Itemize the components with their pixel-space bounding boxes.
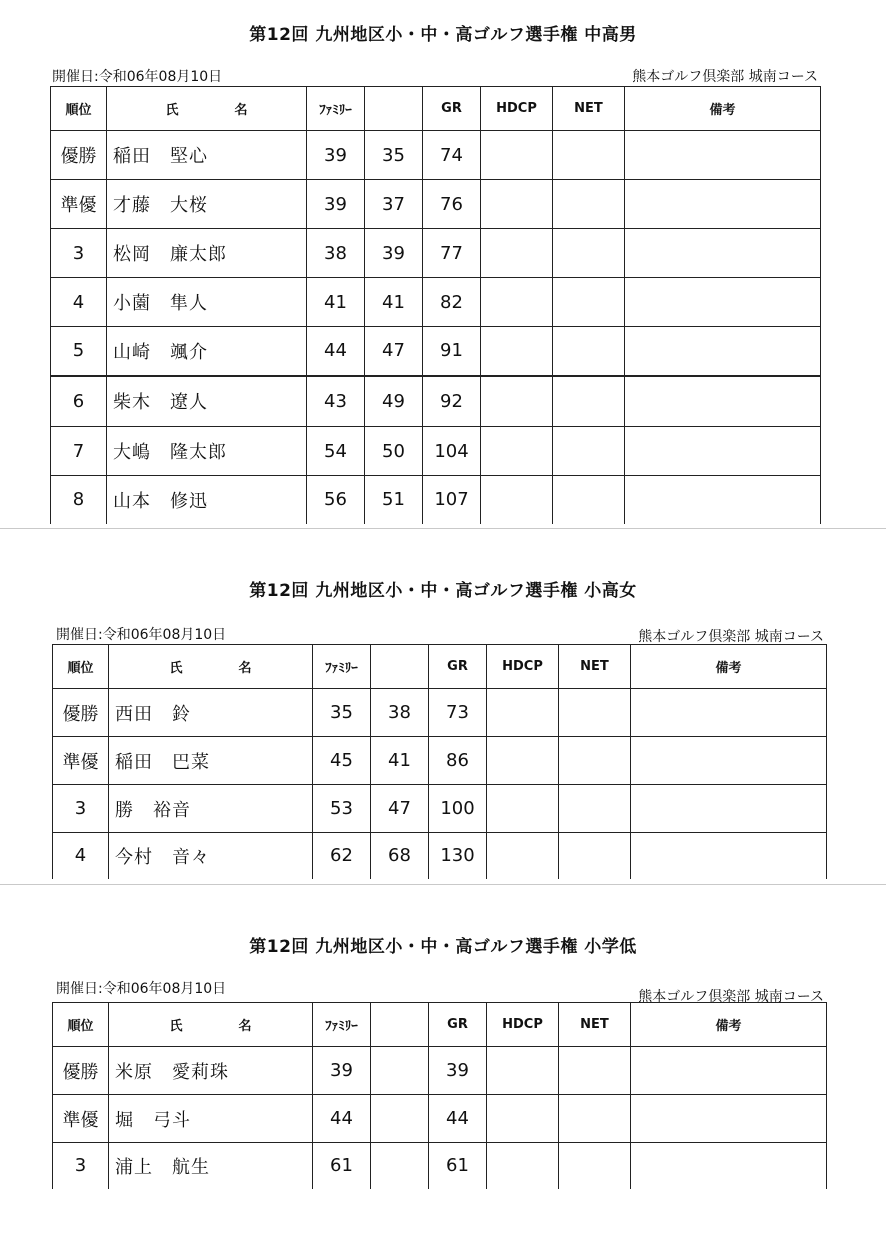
header-remarks: 備考 [625,87,821,131]
score-family: 62 [313,833,371,879]
hdcp-cell [487,737,559,785]
section-2-date: 開催日:令和06年08月10日 [56,627,227,643]
net-cell [553,131,625,180]
score-second: 47 [371,785,429,833]
table-row [53,1143,827,1189]
header-name: 氏 名 [107,87,307,131]
page-separator [0,884,886,885]
player-name: 才藤 大桜 [107,180,307,229]
table-row [51,180,821,229]
hdcp-cell [487,689,559,737]
score-family: 44 [307,327,365,376]
score-second: 38 [371,689,429,737]
score-gr: 91 [423,327,481,376]
player-name: 今村 音々 [109,833,313,879]
score-second [371,1095,429,1143]
score-family: 54 [307,427,365,476]
remarks-cell [625,229,821,278]
score-gr: 61 [429,1143,487,1189]
rank-cell: 準優 [53,737,109,785]
header-hdcp: HDCP [487,1003,559,1047]
player-name: 松岡 廉太郎 [107,229,307,278]
table-row [51,476,821,524]
score-second: 41 [365,278,423,327]
net-cell [553,327,625,376]
rank-cell: 5 [51,327,107,376]
table-row [53,737,827,785]
net-cell [553,476,625,524]
header-family: ﾌｧﾐﾘｰ [307,87,365,131]
rank-cell: 3 [53,785,109,833]
section-1-results-table [50,86,821,524]
score-family: 39 [307,131,365,180]
header-rank: 順位 [51,87,107,131]
table-row [53,1095,827,1143]
hdcp-cell [481,180,553,229]
header-gr: GR [429,645,487,689]
score-family: 45 [313,737,371,785]
remarks-cell [631,689,827,737]
section-1-title: 第12回 九州地区小・中・高ゴルフ選手権 中高男 [249,25,637,45]
score-gr: 82 [423,278,481,327]
hdcp-cell [487,1095,559,1143]
table-row [51,131,821,180]
player-name: 稲田 堅心 [107,131,307,180]
net-cell [553,229,625,278]
header-net: NET [559,645,631,689]
net-cell [553,376,625,427]
score-family: 39 [307,180,365,229]
table-row [51,229,821,278]
rank-cell: 7 [51,427,107,476]
table-row [53,833,827,879]
remarks-cell [625,327,821,376]
section-3-results-table [52,1002,827,1189]
rank-cell: 準優 [53,1095,109,1143]
table-row [51,376,821,427]
remarks-cell [631,1143,827,1189]
header-blank [371,645,429,689]
score-family: 61 [313,1143,371,1189]
score-gr: 73 [429,689,487,737]
header-family: ﾌｧﾐﾘｰ [313,645,371,689]
section-3-date: 開催日:令和06年08月10日 [56,981,227,997]
score-family: 39 [313,1047,371,1095]
section-3-title: 第12回 九州地区小・中・高ゴルフ選手権 小学低 [249,937,637,957]
header-rank: 順位 [53,645,109,689]
header-name: 氏 名 [109,1003,313,1047]
hdcp-cell [481,427,553,476]
net-cell [553,278,625,327]
score-gr: 77 [423,229,481,278]
header-name: 氏 名 [109,645,313,689]
score-second: 51 [365,476,423,524]
hdcp-cell [487,785,559,833]
table-row [53,1047,827,1095]
score-family: 44 [313,1095,371,1143]
score-family: 38 [307,229,365,278]
score-family: 56 [307,476,365,524]
score-second: 39 [365,229,423,278]
header-remarks: 備考 [631,1003,827,1047]
rank-cell: 3 [53,1143,109,1189]
header-net: NET [559,1003,631,1047]
table-row [53,689,827,737]
section-2-title: 第12回 九州地区小・中・高ゴルフ選手権 小高女 [249,581,637,601]
player-name: 浦上 航生 [109,1143,313,1189]
remarks-cell [631,737,827,785]
header-gr: GR [429,1003,487,1047]
remarks-cell [625,278,821,327]
score-second [371,1047,429,1095]
net-cell [559,1143,631,1189]
net-cell [559,1095,631,1143]
hdcp-cell [481,229,553,278]
score-second: 50 [365,427,423,476]
score-gr: 107 [423,476,481,524]
player-name: 山崎 颯介 [107,327,307,376]
remarks-cell [631,785,827,833]
net-cell [559,785,631,833]
remarks-cell [631,833,827,879]
hdcp-cell [487,1047,559,1095]
player-name: 勝 裕音 [109,785,313,833]
table-row [51,327,821,376]
player-name: 大嶋 隆太郎 [107,427,307,476]
player-name: 山本 修迅 [107,476,307,524]
header-blank [371,1003,429,1047]
hdcp-cell [481,327,553,376]
header-remarks: 備考 [631,645,827,689]
section-1-venue: 熊本ゴルフ倶楽部 城南コース [632,69,818,85]
player-name: 稲田 巴菜 [109,737,313,785]
player-name: 米原 愛莉珠 [109,1047,313,1095]
hdcp-cell [481,278,553,327]
header-family: ﾌｧﾐﾘｰ [313,1003,371,1047]
score-family: 53 [313,785,371,833]
score-second: 37 [365,180,423,229]
table-row [51,427,821,476]
score-gr: 130 [429,833,487,879]
net-cell [553,427,625,476]
net-cell [553,180,625,229]
rank-cell: 8 [51,476,107,524]
rank-cell: 6 [51,376,107,427]
score-gr: 76 [423,180,481,229]
score-second: 47 [365,327,423,376]
score-gr: 100 [429,785,487,833]
rank-cell: 4 [53,833,109,879]
player-name: 柴木 遼人 [107,376,307,427]
hdcp-cell [481,376,553,427]
score-family: 35 [313,689,371,737]
score-gr: 74 [423,131,481,180]
remarks-cell [625,476,821,524]
score-gr: 92 [423,376,481,427]
net-cell [559,737,631,785]
score-gr: 44 [429,1095,487,1143]
header-hdcp: HDCP [487,645,559,689]
remarks-cell [625,376,821,427]
section-1-date: 開催日:令和06年08月10日 [52,69,223,85]
player-name: 堀 弓斗 [109,1095,313,1143]
score-second [371,1143,429,1189]
hdcp-cell [481,476,553,524]
header-blank [365,87,423,131]
remarks-cell [625,427,821,476]
section-3-venue: 熊本ゴルフ倶楽部 城南コース [638,989,824,1005]
section-2-venue: 熊本ゴルフ倶楽部 城南コース [638,629,824,645]
header-gr: GR [423,87,481,131]
net-cell [559,689,631,737]
rank-cell: 優勝 [53,689,109,737]
remarks-cell [631,1095,827,1143]
net-cell [559,1047,631,1095]
remarks-cell [625,180,821,229]
score-second: 49 [365,376,423,427]
section-2-results-table [52,644,827,879]
header-rank: 順位 [53,1003,109,1047]
player-name: 西田 鈴 [109,689,313,737]
hdcp-cell [487,1143,559,1189]
rank-cell: 4 [51,278,107,327]
header-hdcp: HDCP [481,87,553,131]
table-row [53,785,827,833]
score-family: 43 [307,376,365,427]
rank-cell: 優勝 [53,1047,109,1095]
rank-cell: 3 [51,229,107,278]
net-cell [559,833,631,879]
score-family: 41 [307,278,365,327]
table-row [51,278,821,327]
score-gr: 104 [423,427,481,476]
hdcp-cell [487,833,559,879]
score-gr: 86 [429,737,487,785]
score-second: 35 [365,131,423,180]
score-second: 41 [371,737,429,785]
header-net: NET [553,87,625,131]
rank-cell: 準優 [51,180,107,229]
remarks-cell [625,131,821,180]
player-name: 小薗 隼人 [107,278,307,327]
score-gr: 39 [429,1047,487,1095]
rank-cell: 優勝 [51,131,107,180]
remarks-cell [631,1047,827,1095]
score-second: 68 [371,833,429,879]
hdcp-cell [481,131,553,180]
page-separator [0,528,886,529]
